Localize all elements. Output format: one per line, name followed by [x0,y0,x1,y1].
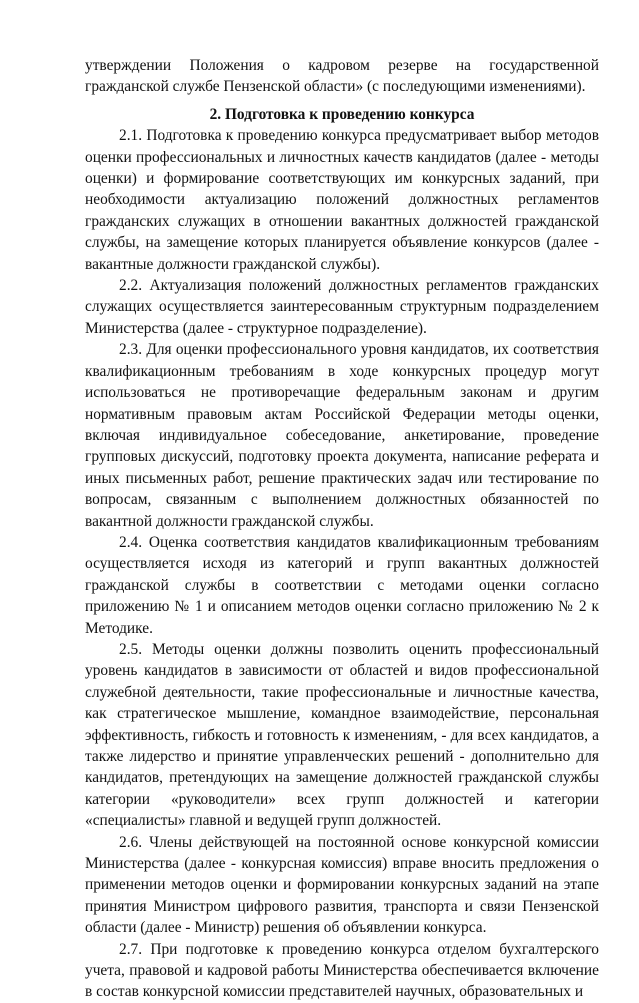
section-heading: 2. Подготовка к проведению конкурса [209,105,475,123]
document-page [85,55,599,1003]
paragraph-2-2: 2.2. Актуализация положений должностных регламентов гражданских служащих осуществляется заинтересованным структурным подразделением Министерства (далее - структурное подразделение). [85,277,599,337]
paragraph-2-5: 2.5. Методы оценки должны позволить оценить профессиональный уровень кандидатов в зависимости от областей и видов профессиональной служебной деятельности, такие профессиональные и личностные качества, как стратегическое мышление, командное взаимодействие, персональная эффективность, гибкость и готовность к изменениям, - для всех кандидатов, а также лидерство и принятие управленческих решений - дополнительно для кандидатов, претендующих на замещение должностей гражданской службы категории «руководители» всех групп должностей и категории «специалисты» главной и ведущей групп должностей. [85,640,599,830]
paragraph-2-3: 2.3. Для оценки профессионального уровня кандидатов, их соответствия квалификационным требованиям в ходе конкурсных процедур могут использоваться не противоречащие федеральным законам и другим нормативным правовым актам Российской Федерации методы оценки, включая индивидуальное собеседование, анкетирование, проведение групповых дискуссий, подготовку проекта документа, написание реферата и иных письменных работ, решение практических задач или тестирование по вопросам, связанным с выполнением должностных обязанностей по вакантной должности гражданской службы. [85,341,599,530]
intro-paragraph: утверждении Положения о кадровом резерве на государственной гражданской службе Пензенской области» (с последующими изменениями). [85,57,599,96]
paragraph-2-1: 2.1. Подготовка к проведению конкурса предусматривает выбор методов оценки профессиональных и личностных качеств кандидатов (далее - методы оценки) и формирование соответствующих им конкурсных заданий, при необходимости актуализацию положений должностных регламентов гражданских служащих в отношении вакантных должностей гражданской службы, на замещение которых планируется объявление конкурсов (далее - вакантные должности гражданской службы). [85,127,599,273]
paragraph-2-7: 2.7. При подготовке к проведению конкурса отделом бухгалтерского учета, правовой и кадровой работы Министерства обеспечивается включение в состав конкурсной комиссии представителей научных, образовательных и [85,940,599,1001]
paragraph-2-4: 2.4. Оценка соответствия кандидатов квалификационным требованиям осуществляется исходя из категорий и групп вакантных должностей гражданской службы в соответствии с методами оценки согласно приложению № 1 и описанием методов оценки согласно приложению № 2 к Методике. [85,533,599,637]
paragraph-2-6: 2.6. Члены действующей на постоянной основе конкурсной комиссии Министерства (далее - конкурсная комиссия) вправе вносить предложения о применении методов оценки и формировании конкурсных заданий на этапе принятия Министром цифрового развития, транспорта и связи Пензенской области (далее - Министр) решения об объявлении конкурса. [85,833,599,937]
